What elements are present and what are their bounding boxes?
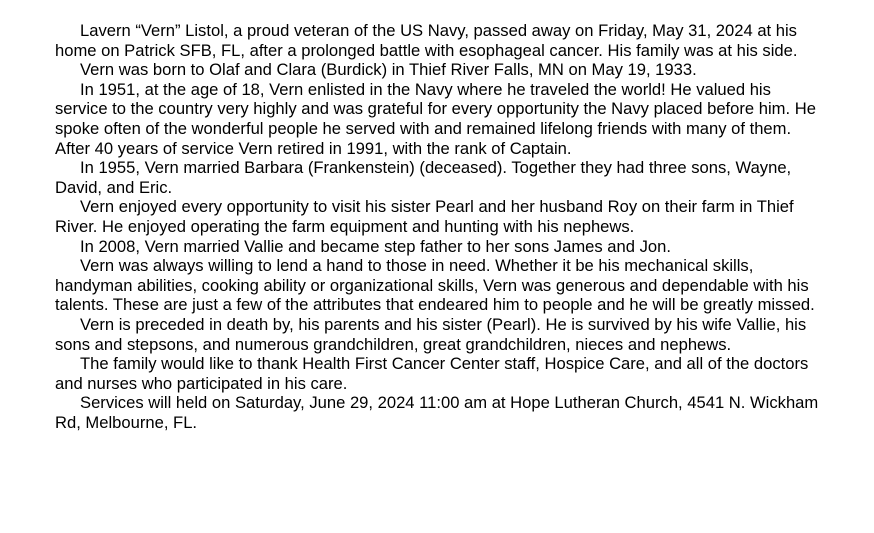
paragraph-death-notice: Lavern “Vern” Listol, a proud veteran of the US Navy, passed away on Friday, May 31, 2024 at his home on Patrick SFB, FL, after a prolonged battle with esophageal cancer. His family was at his side. (55, 21, 798, 60)
paragraph-farm-visits: Vern enjoyed every opportunity to visit his sister Pearl and her husband Roy on their farm in Thief River. He enjoyed operating the farm equipment and hunting with his nephews. (55, 197, 794, 236)
paragraph-birth: Vern was born to Olaf and Clara (Burdick) in Thief River Falls, MN on May 19, 1933. (80, 60, 697, 80)
paragraph-navy-service: In 1951, at the age of 18, Vern enlisted in the Navy where he traveled the world! He valued his service to the country very highly and was grateful for every opportunity the Navy placed before him. He spoke often of the wonderful people he served with and remained lifelong friends with many of them. After 40 years of service Vern retired in 1991, with the rank of Captain. (55, 79, 816, 158)
paragraph-services: Services will held on Saturday, June 29, 2024 11:00 am at Hope Lutheran Church, 4541 N. Wickham Rd, Melbourne, FL. (55, 393, 819, 432)
paragraph-character: Vern was always willing to lend a hand to those in need. Whether it be his mechanical skills, handyman abilities, cooking ability or organizational skills, Vern was generous and dependable with his talents. These are just a few of the attributes that endeared him to people and he will be greatly missed. (55, 256, 815, 315)
paragraph-survivors: Vern is preceded in death by, his parents and his sister (Pearl). He is survived by his wife Vallie, his sons and stepsons, and numerous grandchildren, great grandchildren, nieces and nephews. (55, 314, 807, 354)
obituary-text (55, 21, 825, 432)
paragraph-first-marriage: In 1955, Vern married Barbara (Frankenstein) (deceased). Together they had three sons, Wayne, David, and Eric. (55, 158, 792, 197)
paragraph-second-marriage: In 2008, Vern married Vallie and became step father to her sons James and Jon. (80, 236, 671, 256)
paragraph-thanks: The family would like to thank Health First Cancer Center staff, Hospice Care, and all of the doctors and nurses who participated in his care. (55, 354, 809, 393)
